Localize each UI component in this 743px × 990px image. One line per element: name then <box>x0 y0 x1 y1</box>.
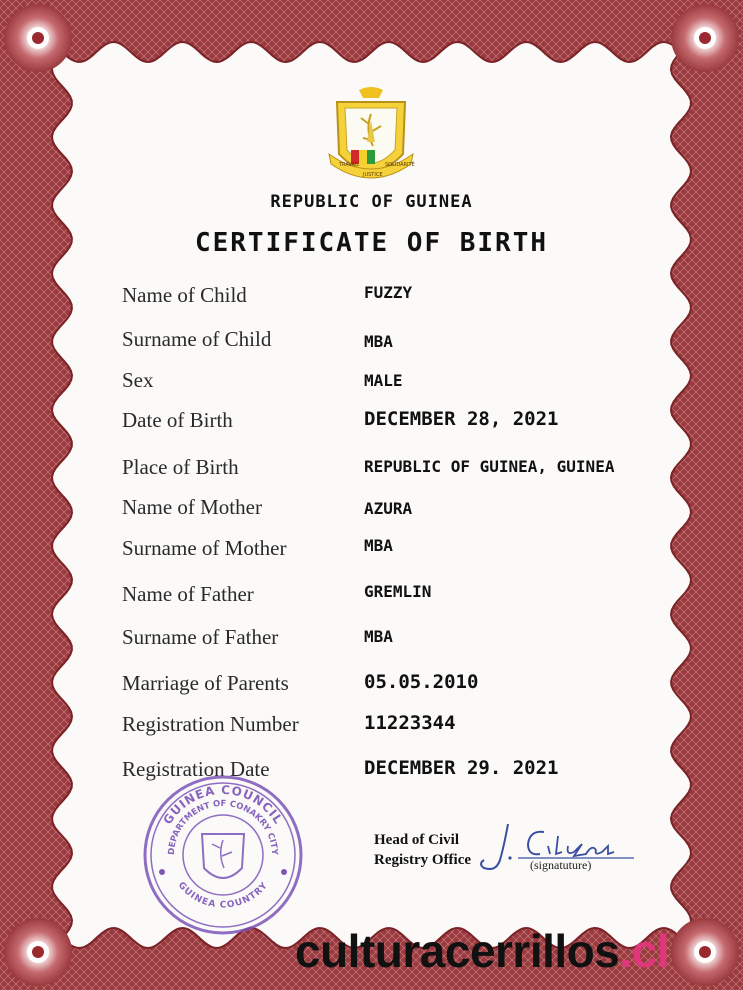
field-row-registration-date <box>0 757 743 787</box>
field-label: Registration Number <box>122 712 299 736</box>
field-value: MBA <box>364 332 393 351</box>
field-label: Marriage of Parents <box>122 671 289 695</box>
field-row-place-of-birth <box>0 455 743 485</box>
site-watermark <box>295 924 669 978</box>
field-row-marriage-of-parents <box>0 671 743 701</box>
field-label: Registration Date <box>122 757 270 781</box>
coat-of-arms-icon <box>325 84 417 190</box>
crest-motto-left: TRAVAIL <box>339 162 360 168</box>
crest-motto-right: SOLIDARITÉ <box>385 162 415 168</box>
field-value: GREMLIN <box>364 582 432 601</box>
field-value: MALE <box>364 371 403 390</box>
certificate-title: CERTIFICATE OF BIRTH <box>194 228 549 258</box>
field-row-date-of-birth <box>0 408 743 438</box>
field-value: DECEMBER 29. 2021 <box>364 757 559 779</box>
field-label: Date of Birth <box>122 408 233 432</box>
registry-office-label <box>374 830 471 870</box>
field-row-registration-number <box>0 712 743 742</box>
field-label: Place of Birth <box>122 455 239 479</box>
seal-top-text: GUINEA COUNCIL <box>160 782 286 827</box>
field-label: Name of Child <box>122 283 247 307</box>
crest-motto-center: JUSTICE <box>363 172 383 178</box>
field-value: DECEMBER 28, 2021 <box>364 408 559 430</box>
field-value: MBA <box>364 627 393 646</box>
field-row-mother-name <box>0 495 743 525</box>
field-label: Surname of Father <box>122 625 279 649</box>
field-label: Surname of Child <box>122 327 272 351</box>
watermark-name: culturacerrillos <box>295 925 620 977</box>
official-seal-stamp <box>140 772 306 938</box>
field-row-father-name <box>0 582 743 612</box>
field-row-child-surname <box>0 327 743 357</box>
field-value: MBA <box>364 536 393 555</box>
field-row-mother-surname <box>0 536 743 566</box>
country-heading: REPUBLIC OF GUINEA <box>270 192 473 212</box>
signature-caption: (signatuture) <box>530 858 592 872</box>
field-value: AZURA <box>364 499 413 518</box>
seal-bottom-text: GUINEA COUNTRY <box>175 880 271 911</box>
field-label: Surname of Mother <box>122 536 287 560</box>
field-value: FUZZY <box>364 283 413 302</box>
field-row-sex <box>0 368 743 398</box>
field-label: Name of Mother <box>122 495 262 519</box>
signature-text: J. Citizen <box>474 816 478 817</box>
office-line-1: Head of Civil <box>374 832 459 848</box>
field-value: 11223344 <box>364 712 456 734</box>
seal-middle-text: DEPARTMENT OF CONAKRY CITY <box>166 798 280 856</box>
watermark-tld: .cl <box>619 925 670 977</box>
office-line-2: Registry Office <box>374 852 472 868</box>
field-value: REPUBLIC OF GUINEA, GUINEA <box>364 457 615 476</box>
field-row-child-name <box>0 283 743 313</box>
field-row-father-surname <box>0 625 743 655</box>
field-label: Name of Father <box>122 582 254 606</box>
field-label: Sex <box>122 368 154 392</box>
field-value: 05.05.2010 <box>364 671 479 693</box>
